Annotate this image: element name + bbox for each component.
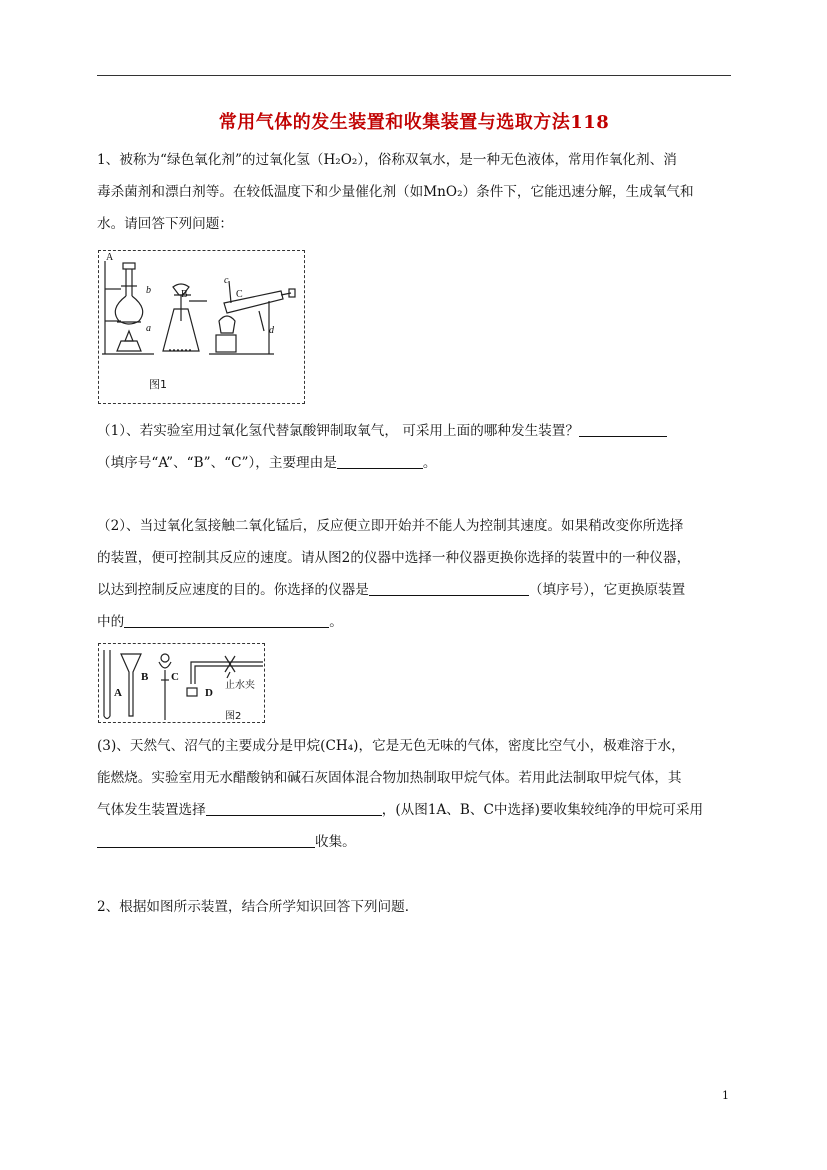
q1-part2-prefix: 中的 xyxy=(97,614,125,630)
q2-question: 2、根据如图所示装置，结合所学知识回答下列问题． xyxy=(97,899,419,915)
fig1-label-A: A xyxy=(106,252,114,263)
fig1-caption: 图1 xyxy=(149,378,167,391)
figure-2-instruments-drawing xyxy=(99,644,266,724)
q1-intro-line-1: 1、被称为“绿色氧化剂”的过氧化氢（H₂O₂），俗称双氧水，是一种无色液体，常用作氧化剂、消 xyxy=(97,152,677,168)
q1-part3-line-2: 能燃烧。实验室用无水醋酸钠和碱石灰固体混合物加热制取甲烷气体。若用此法制取甲烷气体，其 xyxy=(97,770,682,786)
q1-part2-line-2: 的装置，便可控制其反应的速度。请从图2的仪器中选择一种仪器更换你选择的装置中的一种仪器， xyxy=(97,550,691,566)
fig2-label-B: B xyxy=(141,671,149,683)
header-rule xyxy=(97,75,731,76)
q1-part3-hint: ，(从图1A、B、C中选择)要收集较纯净的甲烷可采用 xyxy=(381,802,704,818)
fig2-label-clamp: 止水夹 xyxy=(225,680,255,691)
q1-part3-end: 收集。 xyxy=(315,834,356,850)
q1-part1-hint: （填序号“A”、“B”、“C”），主要理由是 xyxy=(97,455,337,471)
figure-1 xyxy=(98,250,305,404)
q1-part1-question: （1）、若实验室用过氧化氢代替氯酸钾制取氧气， 可采用上面的哪种发生装置？ xyxy=(97,423,579,439)
q1-part3-question: 气体发生装置选择 xyxy=(97,802,206,818)
q1-part1-line-1 xyxy=(97,421,667,441)
fig2-caption: 图2 xyxy=(225,711,242,722)
q1-part3-line-3 xyxy=(97,800,703,820)
q1-part2-hint: （填序号），它更换原装置 xyxy=(528,582,686,598)
q1-intro-line-2: 毒杀菌剂和漂白剂等。在较低温度下和少量催化剂（如MnO₂）条件下，它能迅速分解，生成氧气和 xyxy=(97,184,694,200)
answer-blank-collection-method[interactable] xyxy=(97,833,315,848)
answer-blank-reason[interactable] xyxy=(337,454,423,469)
q1-part3-line-4 xyxy=(97,832,356,852)
answer-blank-generator[interactable] xyxy=(206,801,382,816)
fig2-label-A: A xyxy=(114,687,122,699)
fig2-label-C: C xyxy=(171,671,179,683)
q1-part1-end: 。 xyxy=(422,455,437,471)
q1-intro-line-3: 水。请回答下列问题： xyxy=(97,216,233,232)
fig2-label-D: D xyxy=(205,687,213,699)
page-number: 1 xyxy=(722,1089,729,1102)
q1-part2-line-3 xyxy=(97,580,685,600)
fig1-label-a: a xyxy=(146,323,151,334)
fig1-label-d: d xyxy=(269,325,274,336)
answer-blank-device[interactable] xyxy=(579,422,667,437)
answer-blank-instrument[interactable] xyxy=(369,581,529,596)
q1-part1-line-2 xyxy=(97,453,436,473)
q1-part3-line-1: (3)、天然气、沼气的主要成分是甲烷(CH₄)，它是无色无味的气体，密度比空气小，极难溶于水， xyxy=(97,738,685,754)
q1-part2-end: 。 xyxy=(329,614,343,630)
figure-2 xyxy=(98,643,265,723)
figure-1-apparatus-drawing xyxy=(99,251,306,405)
q1-part2-line-4 xyxy=(97,612,343,632)
fig1-label-C: C xyxy=(236,289,243,300)
fig1-label-c: c xyxy=(224,275,229,286)
answer-blank-replaced-part[interactable] xyxy=(124,613,329,628)
fig1-label-B: B xyxy=(181,289,188,300)
q1-part2-line-1: （2）、当过氧化氢接触二氧化锰后，反应便立即开始并不能人为控制其速度。如果稍改变你所选择 xyxy=(97,518,684,534)
page-title: 常用气体的发生装置和收集装置与选取方法118 xyxy=(218,112,610,133)
q1-part2-question: 以达到控制反应速度的目的。你选择的仪器是 xyxy=(97,582,369,598)
fig1-label-b: b xyxy=(146,285,151,296)
